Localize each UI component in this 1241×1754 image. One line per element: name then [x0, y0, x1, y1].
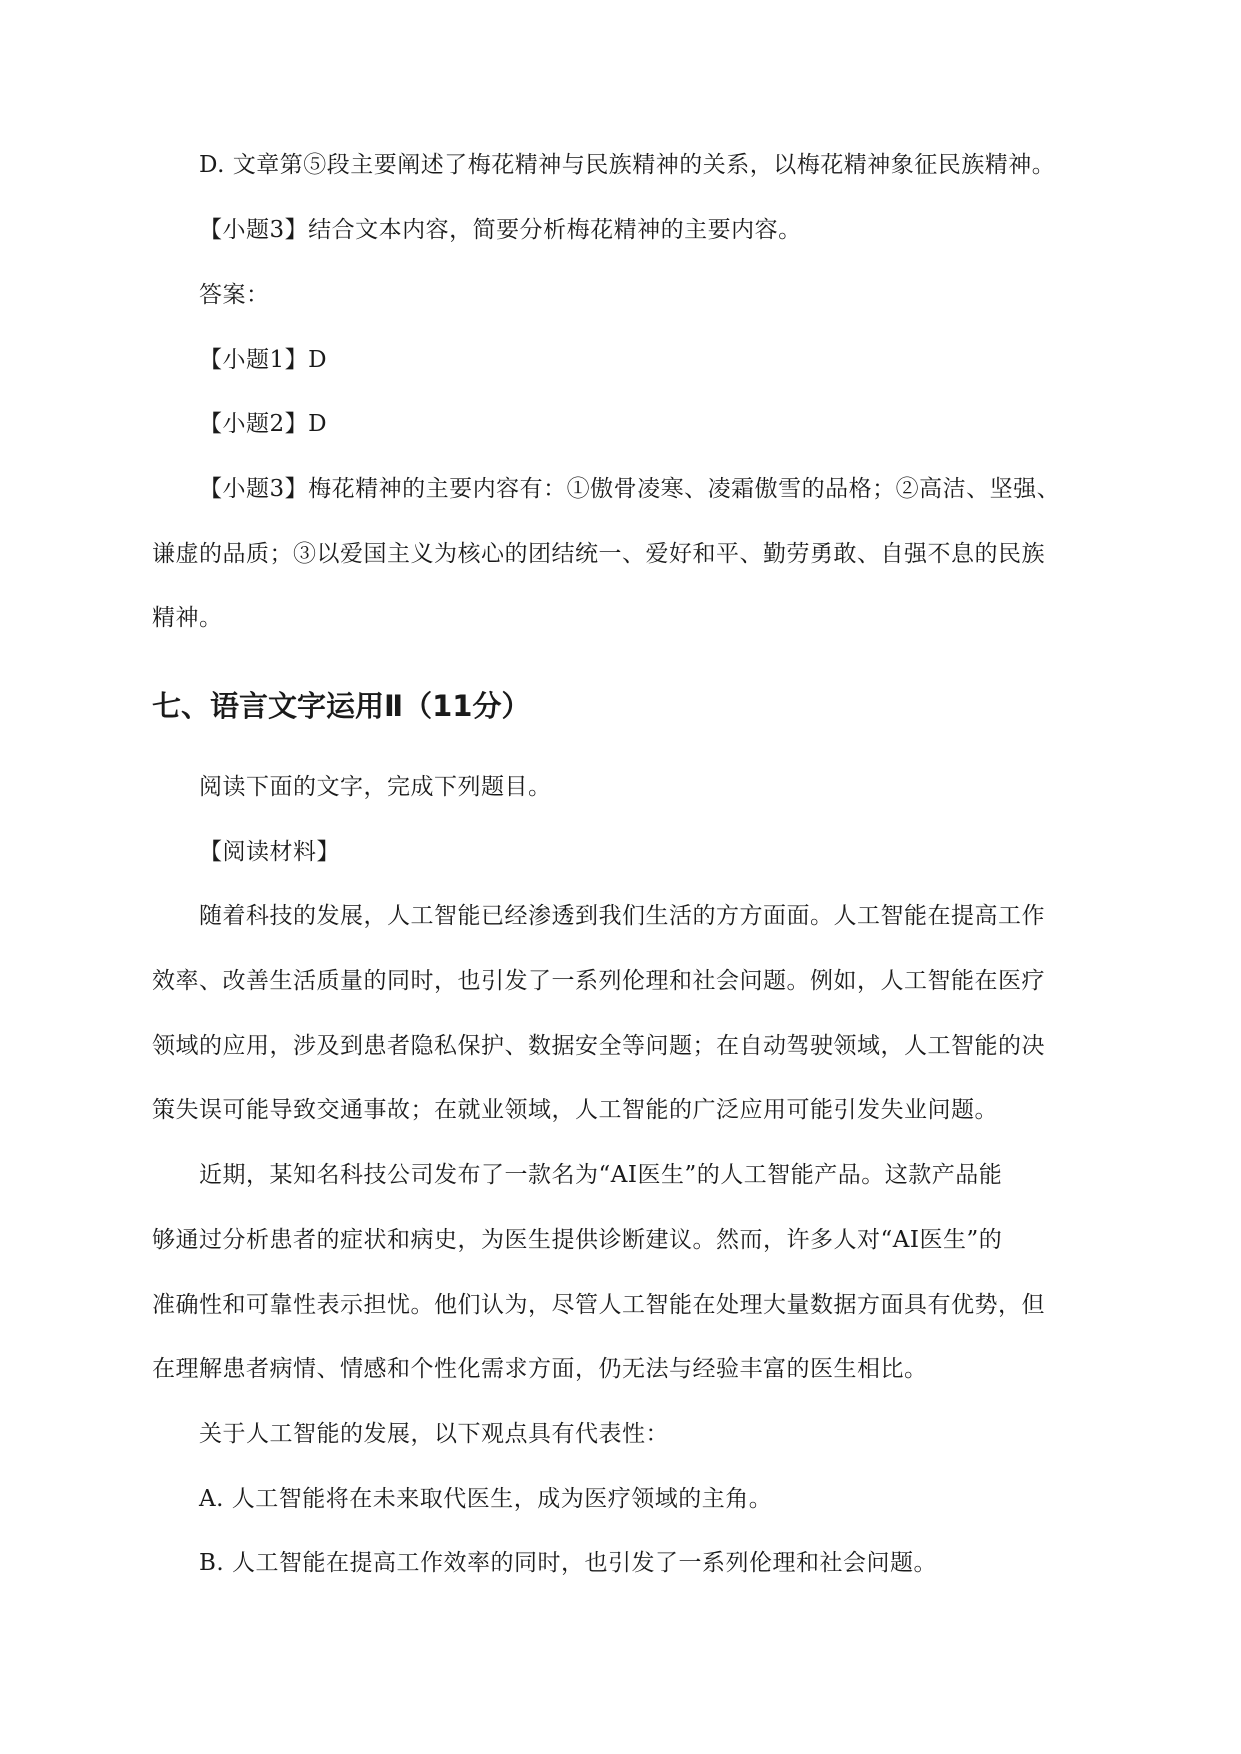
paragraph-2-line-4: 在理解患者病情、情感和个性化需求方面，仍无法与经验丰富的医生相比。: [152, 1356, 928, 1382]
paragraph-2-line-3: 准确性和可靠性表示担忧。他们认为，尽管人工智能在处理大量数据方面具有优势，但: [152, 1292, 1045, 1318]
paragraph-1-line-3: 领域的应用，涉及到患者隐私保护、数据安全等问题；在自动驾驶领域，人工智能的决: [152, 1033, 1045, 1059]
answer-3-line-1: 【小题3】梅花精神的主要内容有：①傲骨凌寒、凌霜傲雪的品格；②高洁、坚强、: [199, 476, 1061, 502]
paragraph-1-line-1: 随着科技的发展，人工智能已经渗透到我们生活的方方面面。人工智能在提高工作: [199, 903, 1045, 929]
answer-3-line-3: 精神。: [152, 605, 223, 631]
answer-label: 答案：: [199, 282, 270, 308]
answer-2: 【小题2】D: [199, 411, 328, 437]
paragraph-1-line-2: 效率、改善生活质量的同时，也引发了一系列伦理和社会问题。例如，人工智能在医疗: [152, 968, 1045, 994]
view-option-b: B. 人工智能在提高工作效率的同时，也引发了一系列伦理和社会问题。: [199, 1550, 938, 1576]
instruction-text: 阅读下面的文字，完成下列题目。: [199, 774, 552, 800]
section-7-heading: 七、语言文字运用Ⅱ（11分）: [152, 689, 531, 723]
reading-material-label: 【阅读材料】: [199, 839, 340, 865]
paragraph-2-line-2: 够通过分析患者的症状和病史，为医生提供诊断建议。然而，许多人对“AI医生”的: [152, 1227, 1003, 1253]
paragraph-1-line-4: 策失误可能导致交通事故；在就业领域，人工智能的广泛应用可能引发失业问题。: [152, 1097, 998, 1123]
view-option-a: A. 人工智能将在未来取代医生，成为医疗领域的主角。: [199, 1486, 773, 1512]
option-d-previous: D. 文章第⑤段主要阐述了梅花精神与民族精神的关系，以梅花精神象征民族精神。: [199, 152, 1056, 178]
paragraph-2-line-1: 近期，某知名科技公司发布了一款名为“AI医生”的人工智能产品。这款产品能: [199, 1162, 1003, 1188]
views-intro: 关于人工智能的发展，以下观点具有代表性：: [199, 1421, 669, 1447]
answer-1: 【小题1】D: [199, 347, 328, 373]
question-3-prompt: 【小题3】结合文本内容，简要分析梅花精神的主要内容。: [199, 217, 802, 243]
answer-3-line-2: 谦虚的品质；③以爱国主义为核心的团结统一、爱好和平、勤劳勇敢、自强不息的民族: [152, 541, 1045, 567]
